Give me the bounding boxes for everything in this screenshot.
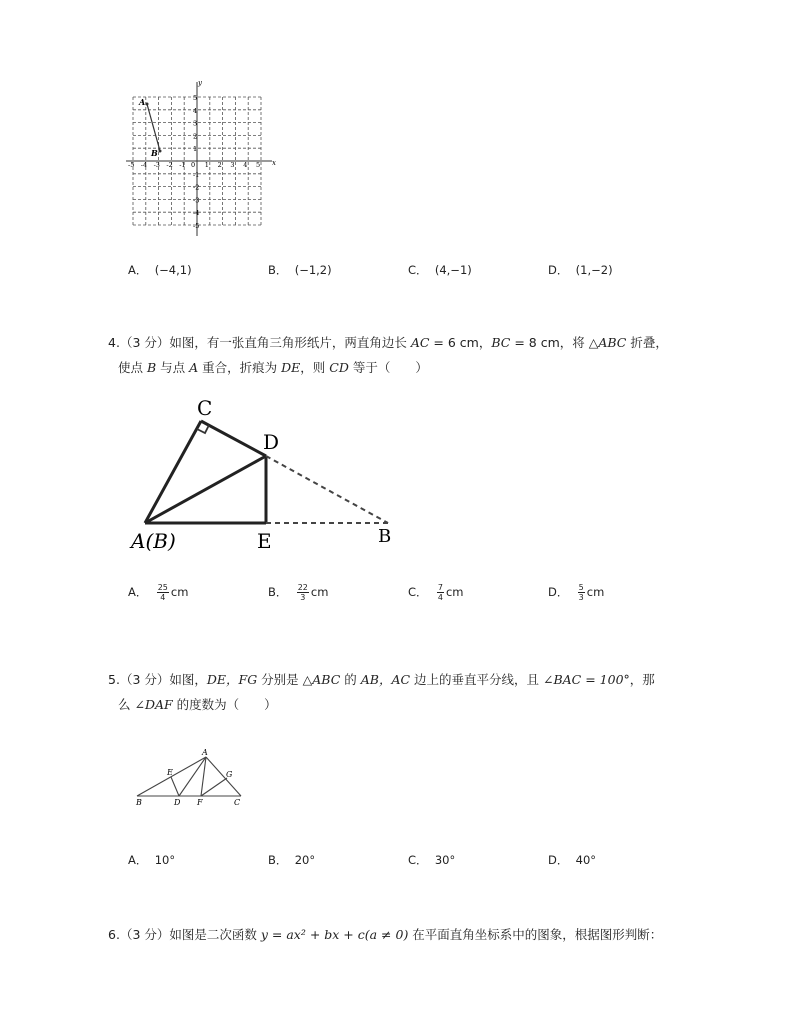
segment-ab (147, 104, 160, 151)
x-tick-label: -1 (179, 161, 186, 169)
y-tick-label: -3 (193, 196, 200, 205)
point-a (146, 103, 149, 106)
q5-option-c[interactable]: C． 30° (408, 853, 456, 867)
label-g: G (226, 770, 233, 779)
x-tick-label: 5 (256, 161, 261, 169)
label-origin: 0 (191, 161, 196, 169)
y-tick-label: 3 (193, 119, 198, 128)
x-tick-label: -5 (128, 161, 135, 169)
y-tick-label: 4 (193, 106, 198, 115)
q4-option-b[interactable]: B． $\frac{22}{3}$ cm (268, 583, 329, 602)
x-tick-label: 2 (217, 161, 222, 169)
label-e: E (167, 768, 173, 777)
q4-fold-figure (125, 392, 415, 557)
q6-stem: 6.（3 分）如图是二次函数 y = ax² + bx + c(a ≠ 0) 在平面直角坐标系中的图象，根据图形判断： (108, 927, 663, 942)
y-tick-label: 1 (193, 145, 198, 154)
x-tick-label: 3 (230, 161, 235, 169)
q5-option-d[interactable]: D． 40° (548, 853, 597, 867)
q3-option-d[interactable]: D． (1,−2) (548, 263, 613, 277)
label-x: x (272, 159, 276, 167)
y-tick-label: -5 (193, 222, 200, 230)
label-e: E (257, 529, 272, 553)
x-tick-label: 4 (243, 161, 248, 169)
coordinate-grid-figure (120, 76, 285, 241)
x-tick-label: -3 (153, 161, 160, 169)
q4-stem-line2: 使点 B 与点 A 重合，折痕为 DE，则 CD 等于（ ） (118, 360, 428, 375)
label-a: A (139, 97, 146, 107)
q4-option-c[interactable]: C． $\frac{7}{4}$ cm (408, 583, 464, 602)
label-ab: A(B) (131, 529, 176, 553)
y-tick-label: -2 (193, 183, 200, 192)
point-b (159, 150, 162, 153)
label-c: C (197, 396, 213, 420)
y-tick-label: 5 (193, 94, 198, 102)
x-tick-label: -2 (166, 161, 173, 169)
q5-stem-line1: 5.（3 分）如图，DE，FG 分别是 △ABC 的 AB，AC 边上的垂直平分线，且 ∠BAC = 100°，那 (108, 672, 655, 687)
label-b: B (136, 798, 142, 807)
x-tick-label: -4 (140, 161, 148, 169)
q3-option-b[interactable]: B． (−1,2) (268, 263, 332, 277)
q5-option-a[interactable]: A． 10° (128, 853, 176, 867)
x-tick-label: 1 (204, 161, 209, 169)
label-b: B (378, 526, 392, 547)
label-a: A (202, 748, 208, 757)
label-c: C (234, 798, 241, 807)
label-y: y (198, 79, 202, 87)
q3-option-c[interactable]: C． (4,−1) (408, 263, 472, 277)
q3-option-a[interactable]: A． (−4,1) (128, 263, 192, 277)
y-tick-label: -4 (193, 209, 200, 218)
q4-option-a[interactable]: A． $\frac{25}{4}$ cm (128, 583, 189, 602)
label-b: B (151, 148, 158, 158)
q4-stem-line1: 4.（3 分）如图，有一张直角三角形纸片，两直角边长 AC = 6 cm，BC = 8 cm，将 △ABC 折叠， (108, 335, 668, 350)
label-f: F (197, 798, 203, 807)
y-tick-label: -1 (193, 170, 200, 179)
y-tick-label: 2 (193, 132, 198, 141)
q5-stem-line2: 么 ∠DAF 的度数为（ ） (118, 697, 277, 712)
q5-bisector-figure (130, 745, 255, 810)
label-d: D (263, 430, 280, 454)
label-d: D (174, 798, 181, 807)
q5-option-b[interactable]: B． 20° (268, 853, 316, 867)
q4-option-d[interactable]: D． $\frac{5}{3}$ cm (548, 583, 605, 602)
